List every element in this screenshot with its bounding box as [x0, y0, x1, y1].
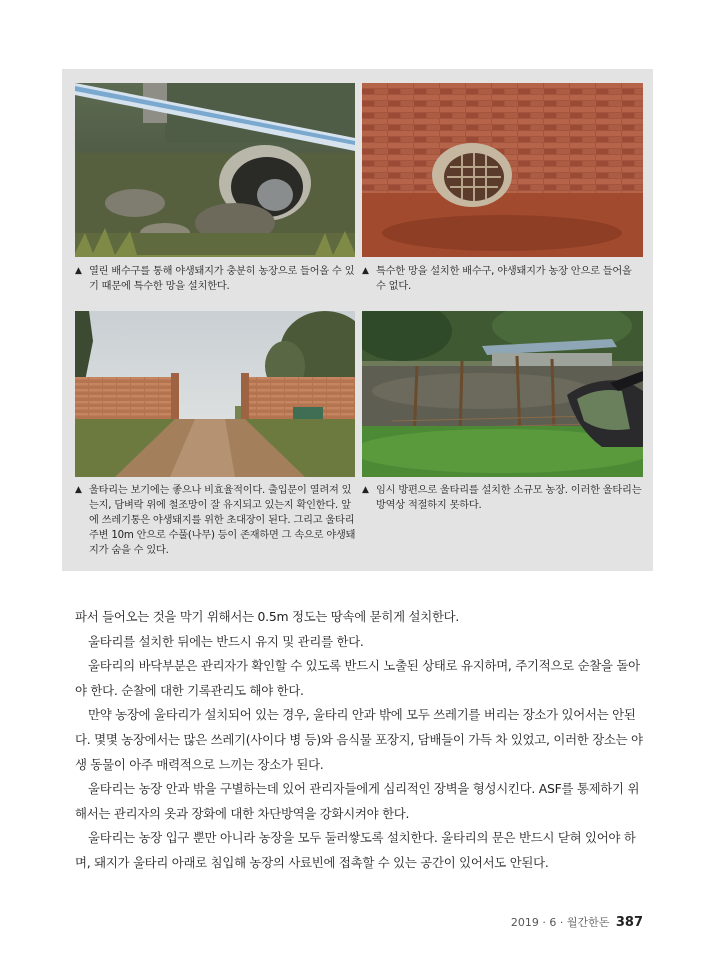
paragraph: 울타리는 농장 안과 밖을 구별하는데 있어 관리자들에게 심리적인 장벽을 형성시킨다. ASF를 통제하기 위해서는 관리자의 옷과 장화에 대한 차단방역을 강화시켜야 한다. — [75, 781, 640, 821]
photo-caption — [362, 483, 642, 513]
paragraph: 만약 농장에 울타리가 설치되어 있는 경우, 울타리 안과 밖에 모두 쓰레기를 버리는 장소가 있어서는 안된다. 몇몇 농장에서는 많은 쓰레기(사이다 병 등)와 음식물 포장지, 담배들이 가득 차 있었고, 이러한 장소는 야생 동물이 아주 매력적으로 느끼는 장소가 된다. — [75, 707, 643, 772]
brick-fence-gate-photo — [75, 311, 355, 477]
page-number: 387 — [615, 915, 643, 930]
temporary-fence-farm-photo — [362, 311, 643, 477]
caption-text: 열린 배수구를 통해 야생돼지가 충분히 농장으로 들어올 수 있기 때문에 특수한 망을 설치한다. — [89, 266, 355, 292]
drainage-pipe-photo — [75, 83, 355, 257]
photo-caption — [362, 264, 642, 294]
drain-with-mesh-photo — [362, 83, 643, 257]
page-footer — [511, 914, 643, 930]
caption-triangle-icon: ▲ — [362, 485, 369, 495]
caption-triangle-icon: ▲ — [75, 266, 82, 276]
photo-panel — [62, 69, 653, 571]
paragraph: 울타리의 바닥부분은 관리자가 확인할 수 있도록 반드시 노출된 상태로 유지하며, 주기적으로 순찰을 돌아야 한다. 순찰에 대한 기록관리도 해야 한다. — [75, 658, 640, 698]
article-body — [75, 605, 645, 876]
paragraph: 울타리는 농장 입구 뿐만 아니라 농장을 모두 둘러쌓도록 설치한다. 울타리의 문은 반드시 닫혀 있어야 하며, 돼지가 울타리 아래로 침입해 농장의 사료빈에 접촉할 수 있는 공간이 있어서도 안된다. — [75, 830, 636, 870]
caption-triangle-icon: ▲ — [362, 266, 369, 276]
caption-text: 임시 방편으로 울타리를 설치한 소규모 농장. 이러한 울타리는 방역상 적절하지 못하다. — [376, 485, 642, 511]
paragraph: 파서 들어오는 것을 막기 위해서는 0.5m 정도는 땅속에 묻히게 설치한다. — [75, 609, 460, 624]
photo-caption — [75, 483, 360, 558]
caption-triangle-icon: ▲ — [75, 485, 82, 495]
issue-label: 2019 · 6 · 월간한돈 — [510, 916, 610, 929]
photo-caption — [75, 264, 360, 294]
caption-text: 울타리는 보기에는 좋으나 비효율적이다. 출입문이 열려져 있는지, 담벼락 위에 철조망이 잘 유지되고 있는지 확인한다. 앞에 쓰레기통은 야생돼지를 위한 초대장이 된다. 그리고 울타리 주변 10m 안으로 수풀(나무) 등이 존재하면 그 속으로 야생돼지가 숨을 수 있다. — [89, 485, 356, 556]
paragraph: 울타리를 설치한 뒤에는 반드시 유지 및 관리를 한다. — [88, 633, 364, 649]
caption-text: 특수한 망을 설치한 배수구, 야생돼지가 농장 안으로 들어올 수 없다. — [376, 266, 632, 292]
